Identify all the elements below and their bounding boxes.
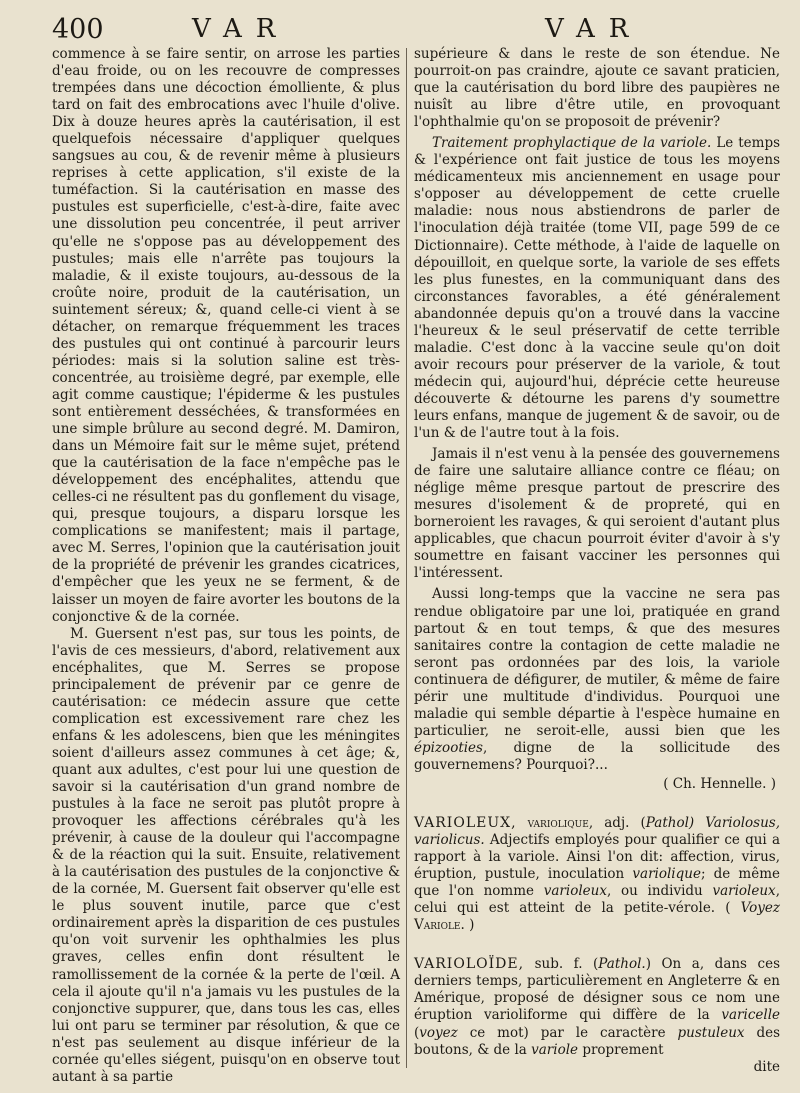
vaccine-text-b: , digne de la sollicitude des gouvernemens? Pourquoi?... (414, 739, 780, 773)
paragraph-cauterisation: commence à se faire sentir, on arrose les parties d'eau froide, ou on les recouvre de compresses trempées dans une décoction émolliente, & plus tard on fait des embrocations avec l'huile d'olive. Dix à douze heures après la cautérisation, il est quelquefois nécessaire d'appliquer quelques sangsues au cou, & de revenir même à plusieurs reprises à cette application, s'il existe de la tuméfaction. Si la cautérisation en masse des pustules est superficielle, c'est-à-dire, faite avec une dissolution peu concentrée, il peut arriver qu'elle ne s'oppose pas au développement des pustules; mais elle n'arrête pas toujours la maladie, & il existe toujours, au-dessous de la croûte noire, produit de la cautérisation, un suintement séreux; &, quand celle-ci vient à se détacher, on remarque fréquemment les traces des pustules qui ont continué à parcourir leurs périodes: mais si la solution saline est très-concentrée, au troisième degré, par exemple, elle agit comme caustique; l'épiderme & les pustules sont entièrement desséchées, & transformées en une simple brûlure au second degré. M. Damiron, dans un Mémoire fait sur le même sujet, prétend que la cautérisation de la face n'empêche pas le développement des encéphalites, attendu que celles-ci ne résultent pas du gonflement du visage, qui, presque toujours, a disparu lorsque les complications se manifestent; mais il partage, avec M. Serres, l'opinion que la cautérisation jouit de la propriété de prévenir les grandes cicatrices, d'empêcher que les yeux ne se ferment, & de laisser un moyen de faire avorter les boutons de la conjonctive & de la cornée. (52, 46, 400, 625)
entry1-domain: Pathol (645, 815, 689, 832)
entry-varioloide (414, 956, 780, 1058)
right-column (414, 46, 780, 1076)
paragraph-vaccine (414, 586, 780, 774)
entry1-pos: adj. ( (604, 815, 646, 832)
entry1-body-b: ; de même que l'on nomme (414, 866, 781, 900)
column-divider (406, 48, 407, 1068)
paragraph-continuation: supérieure & dans le reste de son étendue. Ne pourroit-on pas craindre, ajoute ce savant praticien, que la cautérisation du bord libre des paupières ne nuisît au libre d'être utile, en provoquant l'ophthalmie qu'on se proposoit de prévenir? (414, 46, 780, 131)
entry1-see: Voyez (740, 900, 781, 917)
headword-variant: variolique, (527, 815, 594, 832)
entry1-body-c: , ou individu (606, 883, 703, 900)
entry2-italic-3: variole (531, 1041, 579, 1058)
running-head-left: VAR (192, 14, 290, 44)
entry1-italic-1: variolique (632, 866, 701, 883)
paragraph-prophylaxis (414, 135, 780, 442)
entry2-italic-1: varicelle (721, 1007, 780, 1024)
vaccine-text-a: Aussi long-temps que la vaccine ne sera pas rendue obligatoire par une loi, pratiquée en grand partout & en tout temps, & que des mesures sanitaires contre la contagion de cette maladie ne seront pas ordonnées par des lois, la variole continuera de défigurer, de mutiler, & même de faire périr une multitude d'individus. Pourquoi une maladie qui semble départie à l'espèce humaine en particulier, ne seroit-elle, aussi bien que les (414, 586, 780, 739)
entry2-body-e: proprement (582, 1041, 664, 1058)
section-title: Traitement prophylactique de la variole. (432, 135, 712, 152)
entry1-italic-2: varioleux (543, 883, 607, 900)
prophylaxis-body: Le temps & l'expérience ont fait justice de tous les moyens médicamenteux mis anciennement en usage pour s'opposer au développement de cette cruelle maladie: nous nous abstiendrons de parler de l'inoculation déjà traitée (tome VII, page 599 de ce Dictionnaire). Cette méthode, à l'aide de laquelle on dépouilloit, en quelque sorte, la variole de ses effets les plus funestes, en la communiquant dans des circonstances favorables, a été généralement abandonnée depuis qu'on a trouvé dans la vaccine l'heureux & le seul préservatif de cette terrible maladie. C'est donc à la vaccine seule qu'on doit avoir recours pour préserver de la variole, & tout médecin qui, aujourd'hui, déprécie cette heureuse découverte & détourne les parens d'y soumettre leurs enfans, manque de jugement & de savoir, ou de l'un & de l'autre tout à la fois. (414, 135, 781, 442)
paragraph-guersent: M. Guersent n'est pas, sur tous les points, de l'avis de ces messieurs, d'abord, relativement aux encéphalites, que M. Serres se propose principalement de prévenir par ce genre de cautérisation: ce médecin assure que cette complication est excessivement rare chez les enfans & les adolescens, bien que les méningites soient d'ailleurs assez communes à cet âge; &, quant aux adultes, c'est pour lui une question de savoir si la cautérisation d'un grand nombre de pustules à la face ne seroit pas plutôt propre à provoquer les affections cérébrales qu'à les prévenir, à cause de la douleur qui l'accompagne & de la réaction qui la suit. Ensuite, relativement à la cautérisation des pustules de la conjonctive & de la cornée, M. Guersent fait observer qu'elle est le plus souvent inutile, parce que c'est ordinairement après la disparition de ces pustules qu'on voit survenir les ophthalmies les plus graves, celles enfin dont résultent le ramollissement de la cornée & la perte de l'œil. A cela il ajoute qu'il n'a jamais vu les pustules de la conjonctive suppurer, que, dans tous les cas, elles lui ont paru se terminer par résolution, & que ce n'est pas seulement au disque inférieur de la cornée qu'elles siégent, puisqu'on en observe tout autant à sa partie (52, 625, 400, 1085)
entry2-body-d: des boutons, & de la (414, 1024, 781, 1058)
entry2-italic-2: pustuleux (677, 1024, 745, 1041)
entry2-body-a: ) On a, dans ces derniers temps, particulièrement en Angleterre & en Amérique, proposé de désigner sous ce nom une éruption varioliforme qui diffère de la (414, 956, 781, 1024)
catchword: dite (753, 1058, 780, 1075)
entry1-body-a: Adjectifs employés pour qualifier ce qui a rapport à la variole. Ainsi l'on dit: affection, virus, éruption, pustule, inoculation (414, 832, 780, 883)
entry1-latin: ) Variolosus, variolicus. (414, 815, 781, 849)
author-signature: ( Ch. Hennelle. ) (663, 775, 776, 792)
headword-varioloide: VARIOLOÏDE, (414, 956, 525, 973)
vaccine-italic: épizooties (414, 739, 483, 756)
running-head-right: VAR (545, 14, 643, 44)
paragraph-governments: Jamais il n'est venu à la pensée des gouvernemens de faire une salutaire alliance contre ce fléau; on néglige même presque partout de prescrire des mesures d'isolement & de propreté, qui en borneroient les ravages, & qui seroient d'autant plus applicables, que chacun pourroit éviter d'avoir à s'y soumettre en faisant vacciner les personnes qui l'intéressent. (414, 446, 780, 582)
entry2-see: voyez (419, 1024, 458, 1041)
entry1-end: ) (469, 917, 475, 934)
left-column (52, 46, 400, 1086)
page-header (0, 14, 800, 50)
page-number: 400 (52, 14, 104, 45)
entry1-italic-3: varioleux (712, 883, 776, 900)
entry2-pos: sub. f. ( (534, 956, 599, 973)
entry2-domain: Pathol. (598, 956, 646, 973)
entry2-body-b: ( (414, 1024, 420, 1041)
entry1-body-d: , celui qui est atteint de la petite-vérole. ( (414, 883, 780, 917)
headword-varioleux: VARIOLEUX, (414, 815, 517, 832)
entry1-reference: Variole. (414, 917, 465, 934)
entry-varioleux (414, 815, 780, 934)
entry2-body-c: ce mot) par le caractère (469, 1024, 666, 1041)
